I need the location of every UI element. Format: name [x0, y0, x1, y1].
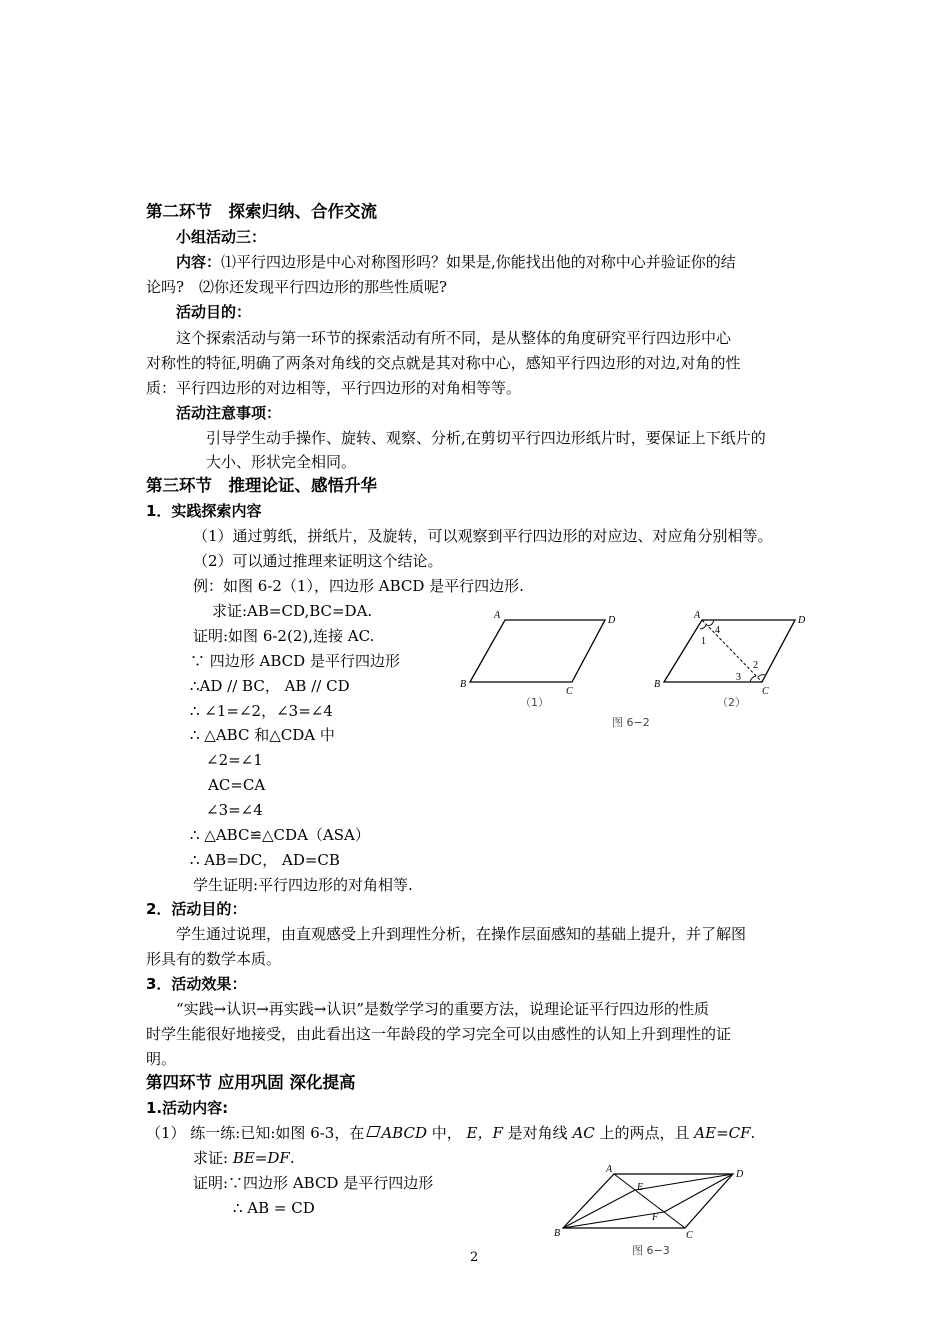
vertex-d-3: D [736, 1169, 744, 1180]
item2-line: 学生通过说理，由直观感受上升到理性分析，在操作层面感知的基础上提升，并了解图 [176, 925, 747, 943]
item1-line: ∴ △ABC 和△CDA 中 [190, 726, 335, 744]
diagonal-ac [614, 1174, 685, 1228]
vertex-d-2: D [798, 615, 806, 626]
content-text1: ⑴平行四边形是中心对称图形吗？如果是,你能找出他的对称中心并验证你的结 [221, 253, 736, 271]
point-f: F [652, 1212, 659, 1223]
item1-line: 学生证明:平行四边形的对角相等. [193, 876, 413, 894]
vertex-a-3: A [606, 1164, 613, 1175]
content-line2: 论吗? ⑵你还发现平行四边形的那些性质呢? [146, 278, 448, 296]
prove-eq: BE=DF [232, 1149, 290, 1167]
proof-line: ∴ AB = CD [233, 1199, 315, 1217]
angle-label-2: 2 [753, 660, 758, 671]
subcaption-1: （1） [520, 696, 549, 709]
figure-6-3-caption: 图 6−3 [632, 1244, 670, 1257]
item1-line: ∴ AB=DC， AD=CB [190, 851, 340, 869]
item1-line: ∠3=∠4 [206, 801, 263, 819]
purpose-label: 活动目的： [176, 303, 252, 321]
item2-label: 2．活动目的： [146, 900, 247, 918]
page-number: 2 [470, 1250, 479, 1265]
item1-line: ∴ △ABC≌△CDA（ASA） [190, 826, 370, 844]
exercise-mid: 中， [426, 1124, 467, 1142]
exercise-mid3: 上的两点，且 [594, 1124, 695, 1142]
exercise-abcd: ABCD [381, 1124, 427, 1142]
exercise-eq: AE=CF [694, 1124, 751, 1142]
vertex-c-3: C [686, 1230, 693, 1241]
item3-label: 3．活动效果： [146, 975, 247, 993]
figure-6-2 [450, 608, 820, 738]
prove-line [193, 1148, 295, 1168]
section3-heading: 第三环节 推理论证、感悟升华 [146, 476, 377, 495]
parallelogram-symbol-icon [367, 1126, 382, 1137]
item1-label: 1．实践探索内容 [146, 502, 262, 520]
exercise-prefix: （1） 练一练:已知:如图 6-3，在 [146, 1124, 365, 1142]
item1-line: 证明:如图 6-2(2),连接 AC. [193, 627, 375, 645]
vertex-b-3: B [554, 1228, 561, 1239]
angle-arc-2 [758, 675, 765, 677]
vertex-b-2: B [654, 679, 661, 690]
item3-line: “实践→认识→再实践→认识”是数学学习的重要方法，说理论证平行四边形的性质 [176, 1000, 710, 1018]
item1-line: ∴ ∠1=∠2，∠3=∠4 [190, 702, 333, 720]
activity-title: 小组活动三： [176, 228, 267, 246]
item3-line: 时学生能很好地接受，由此看出这一年龄段的学习完全可以由感性的认知上升到理性的证 [146, 1025, 732, 1043]
figure-6-3 [548, 1162, 748, 1262]
angle-label-1: 1 [701, 636, 706, 647]
exercise-ef: E，F [466, 1124, 503, 1142]
exercise-line [146, 1123, 755, 1143]
vertex-a-2: A [694, 610, 701, 621]
point-e: E [637, 1182, 644, 1193]
item1-line: （1）通过剪纸，拼纸片，及旋转，可以观察到平行四边形的对应边、对应角分别相等。 [193, 527, 773, 545]
prove-end: . [289, 1149, 295, 1167]
item1-line: （2）可以通过推理来证明这个结论。 [193, 552, 443, 570]
angle-arc-3 [750, 676, 756, 682]
figure-6-2-caption: 图 6−2 [612, 716, 650, 729]
vertex-b-1: B [460, 679, 467, 690]
purpose-line: 这个探索活动与第一环节的探索活动有所不同，是从整体的角度研究平行四边形中心 [176, 329, 732, 347]
section4-item1-label: 1.活动内容: [146, 1099, 229, 1117]
notes-line: 大小、形状完全相同。 [206, 453, 357, 471]
exercise-ac: AC [572, 1124, 595, 1142]
item1-line: AC=CA [208, 776, 266, 794]
notes-label: 活动注意事项： [176, 404, 282, 422]
vertex-d-1: D [608, 615, 616, 626]
angle-arc-1 [700, 625, 706, 629]
item1-line: 例：如图 6-2（1），四边形 ABCD 是平行四边形. [193, 577, 524, 595]
notes-line: 引导学生动手操作、旋转、观察、分析,在剪切平行四边形纸片时，要保证上下纸片的 [206, 429, 766, 447]
purpose-line: 质：平行四边形的对边相等，平行四边形的对角相等等。 [146, 379, 522, 397]
proof-line: 证明:∵四边形 ABCD 是平行四边形 [193, 1174, 434, 1192]
item1-line: ∴AD // BC， AB // CD [190, 677, 350, 695]
content-line1 [176, 252, 736, 272]
content-label: 内容： [176, 253, 222, 271]
section2-heading: 第二环节 探索归纳、合作交流 [146, 202, 377, 221]
purpose-line: 对称性的特征,明确了两条对角线的交点就是其对称中心，感知平行四边形的对边,对角的性 [146, 354, 741, 372]
angle-label-4: 4 [715, 625, 720, 636]
parallelogram-abcd-3 [563, 1174, 733, 1228]
vertex-a-1: A [494, 610, 501, 621]
section4-heading: 第四环节 应用巩固 深化提高 [146, 1073, 356, 1092]
parallelogram-abcd-2 [664, 620, 795, 682]
angle-label-3: 3 [736, 672, 741, 683]
item1-line: 求证:AB=CD,BC=DA. [212, 602, 373, 620]
vertex-c-1: C [566, 686, 573, 697]
prove-prefix: 求证: [193, 1149, 233, 1167]
item1-line: ∵ 四边形 ABCD 是平行四边形 [190, 652, 400, 670]
parallelogram-abcd-1 [470, 620, 605, 682]
figure-6-2-part2 [654, 610, 806, 709]
item3-line: 明。 [146, 1050, 177, 1068]
vertex-c-2: C [762, 686, 769, 697]
figure-6-2-part1 [460, 610, 616, 709]
exercise-mid2: 是对角线 [502, 1124, 573, 1142]
item2-line: 形具有的数学本质。 [146, 950, 282, 968]
diagonal-ac [702, 620, 762, 682]
subcaption-2: （2） [717, 696, 746, 709]
item1-line: ∠2=∠1 [206, 751, 263, 769]
exercise-end: . [750, 1124, 756, 1142]
angle-arc-4 [708, 620, 714, 626]
